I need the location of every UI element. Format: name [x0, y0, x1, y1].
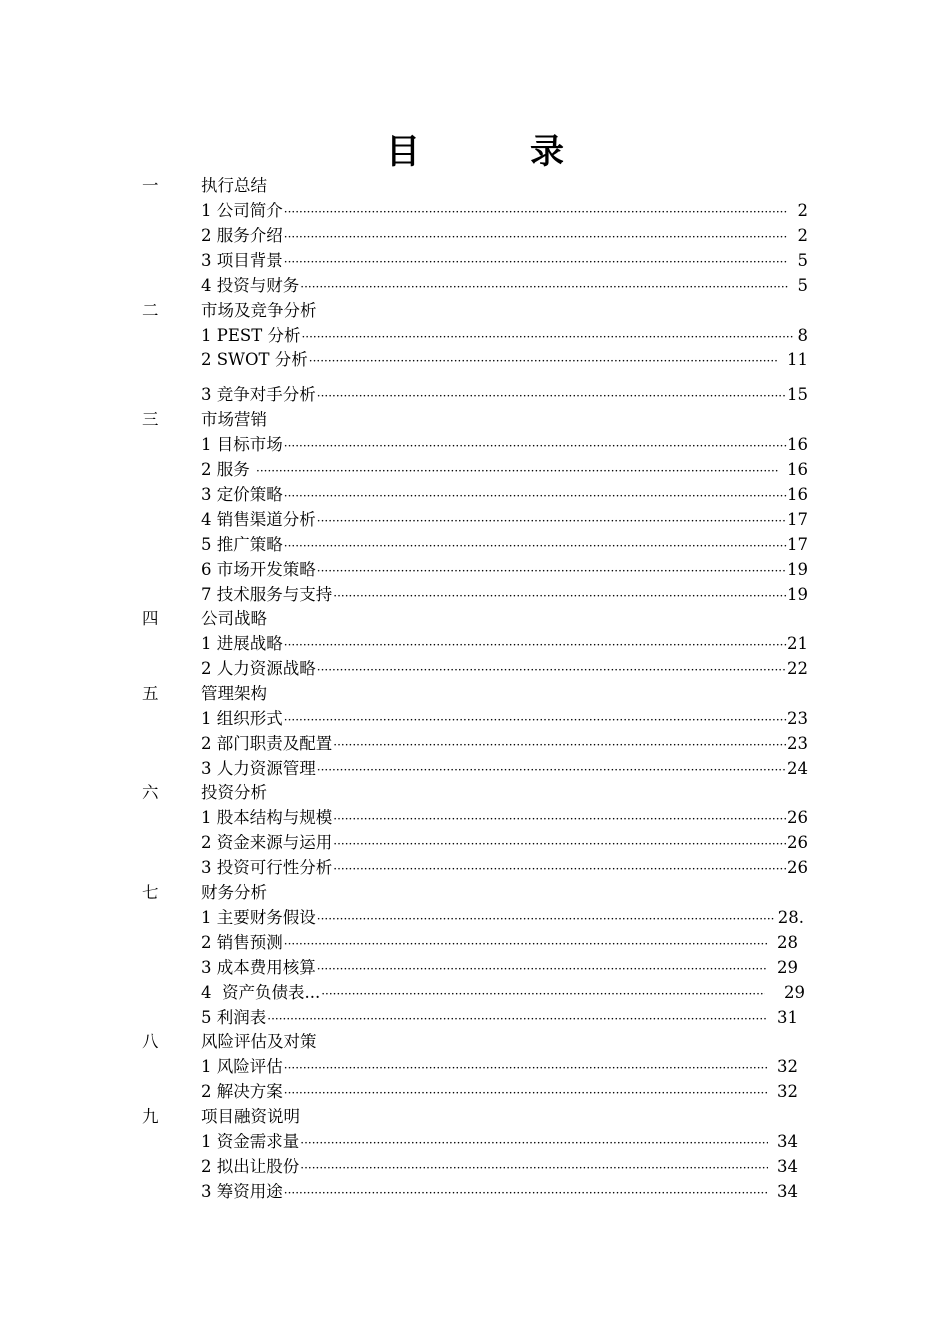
- toc-entry[interactable]: [201, 324, 808, 348]
- toc-section-heading: [0, 408, 950, 432]
- toc-section-heading: [0, 174, 950, 198]
- entry-label: 1 目标市场: [201, 435, 283, 454]
- entry-label: 4 资产负债表...: [201, 983, 321, 1002]
- entry-label: 2 解决方案: [201, 1082, 283, 1101]
- section-number: 四: [142, 609, 159, 628]
- dot-leader: [283, 708, 787, 732]
- entry-page-number: 28.: [777, 908, 804, 927]
- entry-label: 4 投资与财务: [201, 276, 300, 295]
- dot-leader: [316, 559, 787, 583]
- entry-page-number: 29: [777, 958, 798, 977]
- toc-section-heading: [0, 881, 950, 905]
- entry-page-number: 29: [784, 983, 805, 1002]
- entry-label: 1 股本结构与规模: [201, 808, 333, 827]
- entry-page-number: 8: [797, 326, 808, 345]
- dot-leader: [316, 907, 774, 931]
- entry-label: 1 主要财务假设: [201, 908, 316, 927]
- section-title: 市场及竞争分析: [201, 301, 317, 320]
- toc-section-heading: [0, 299, 950, 323]
- entry-page-number: 26: [787, 858, 808, 877]
- entry-page-number: 16: [787, 435, 808, 454]
- entry-page-number: 31: [777, 1008, 798, 1027]
- entry-label: 1 公司简介: [201, 201, 283, 220]
- dot-leader: [283, 200, 788, 224]
- entry-label: 5 利润表: [201, 1008, 267, 1027]
- entry-page-number: 17: [787, 510, 808, 529]
- toc-entry[interactable]: [201, 1080, 798, 1104]
- entry-label: 1 资金需求量: [201, 1132, 300, 1151]
- dot-leader: [283, 225, 788, 249]
- section-title: 管理架构: [201, 684, 267, 703]
- dot-leader: [316, 509, 787, 533]
- entry-page-number: 28: [777, 933, 798, 952]
- entry-label: 2 服务: [201, 460, 255, 479]
- entry-label: 2 销售预测: [201, 933, 283, 952]
- dot-leader: [283, 484, 787, 508]
- dot-leader: [299, 275, 788, 299]
- dot-leader: [316, 758, 787, 782]
- toc-entry[interactable]: [201, 199, 808, 223]
- toc-entry[interactable]: [201, 483, 808, 507]
- section-title: 风险评估及对策: [201, 1032, 317, 1051]
- toc-entry[interactable]: [201, 224, 808, 248]
- toc-entry[interactable]: [201, 831, 808, 855]
- toc-section-heading: [0, 607, 950, 631]
- entry-page-number: 21: [787, 634, 808, 653]
- toc-entry[interactable]: [201, 558, 808, 582]
- dot-leader: [316, 658, 787, 682]
- section-number: 二: [142, 301, 159, 320]
- entry-page-number: 22: [787, 659, 808, 678]
- toc-entry[interactable]: [201, 956, 798, 980]
- entry-page-number: 11: [787, 350, 808, 369]
- section-title: 执行总结: [201, 176, 267, 195]
- toc-entry[interactable]: [201, 732, 808, 756]
- entry-page-number: 34: [777, 1157, 798, 1176]
- dot-leader: [308, 349, 778, 373]
- dot-leader: [332, 832, 787, 856]
- entry-page-number: 5: [797, 276, 808, 295]
- entry-label: 3 定价策略: [201, 485, 283, 504]
- dot-leader: [283, 534, 787, 558]
- dot-leader: [283, 250, 788, 274]
- toc-entry[interactable]: [201, 981, 805, 1005]
- dot-leader: [316, 384, 787, 408]
- section-title: 市场营销: [201, 410, 267, 429]
- entry-label: 5 推广策略: [201, 535, 283, 554]
- entry-label: 3 筹资用途: [201, 1182, 283, 1201]
- toc-entry[interactable]: [201, 348, 808, 372]
- toc-entry[interactable]: [201, 433, 808, 457]
- toc-entry[interactable]: [201, 583, 808, 607]
- entry-page-number: 2: [797, 201, 808, 220]
- entry-page-number: 2: [797, 226, 808, 245]
- section-number: 三: [142, 410, 159, 429]
- entry-label: 4 销售渠道分析: [201, 510, 316, 529]
- entry-page-number: 16: [787, 460, 808, 479]
- toc-section-heading: [0, 1105, 950, 1129]
- entry-label: 3 投资可行性分析: [201, 858, 333, 877]
- entry-label: 1 组织形式: [201, 709, 283, 728]
- entry-page-number: 26: [787, 833, 808, 852]
- entry-label: 2 部门职责及配置: [201, 734, 333, 753]
- section-number: 七: [142, 883, 159, 902]
- entry-page-number: 32: [777, 1057, 798, 1076]
- entry-page-number: 19: [787, 560, 808, 579]
- toc-entry[interactable]: [201, 931, 798, 955]
- entry-label: 3 项目背景: [201, 251, 283, 270]
- entry-page-number: 16: [787, 485, 808, 504]
- toc-section-heading: [0, 781, 950, 805]
- dot-leader: [299, 1131, 768, 1155]
- toc-entry[interactable]: [201, 1130, 798, 1154]
- dot-leader: [283, 633, 787, 657]
- dot-leader: [332, 857, 787, 881]
- section-title: 项目融资说明: [201, 1107, 300, 1126]
- dot-leader: [332, 733, 787, 757]
- section-number: 一: [142, 176, 159, 195]
- entry-page-number: 17: [787, 535, 808, 554]
- entry-page-number: 34: [777, 1182, 798, 1201]
- toc-entry[interactable]: [201, 632, 808, 656]
- toc-entry[interactable]: [201, 1006, 798, 1030]
- toc-entry[interactable]: [201, 757, 808, 781]
- section-title: 公司战略: [201, 609, 267, 628]
- entry-page-number: 26: [787, 808, 808, 827]
- entry-label: 3 竞争对手分析: [201, 385, 316, 404]
- toc-entry[interactable]: [201, 383, 808, 407]
- section-title: 财务分析: [201, 883, 267, 902]
- title-char: 目: [386, 132, 420, 172]
- entry-label: 3 人力资源管理: [201, 759, 316, 778]
- entry-label: 1 风险评估: [201, 1057, 283, 1076]
- entry-page-number: 32: [777, 1082, 798, 1101]
- dot-leader: [283, 434, 787, 458]
- dot-leader: [299, 1156, 768, 1180]
- dot-leader: [320, 982, 765, 1006]
- page-title: [0, 124, 950, 173]
- entry-label: 6 市场开发策略: [201, 560, 316, 579]
- entry-label: 2 SWOT 分析: [201, 350, 308, 369]
- section-title: 投资分析: [201, 783, 267, 802]
- entry-page-number: 5: [797, 251, 808, 270]
- dot-leader: [332, 807, 787, 831]
- entry-label: 2 资金来源与运用: [201, 833, 333, 852]
- toc-entry[interactable]: [201, 657, 808, 681]
- toc-entry[interactable]: [201, 249, 808, 273]
- section-number: 八: [142, 1032, 159, 1051]
- entry-page-number: 23: [787, 734, 808, 753]
- toc-section-heading: [0, 1030, 950, 1054]
- dot-leader: [332, 584, 787, 608]
- entry-label: 1 进展战略: [201, 634, 283, 653]
- entry-label: 2 拟出让股份: [201, 1157, 300, 1176]
- toc-entry[interactable]: [201, 1155, 798, 1179]
- dot-leader: [300, 325, 794, 349]
- toc-entry[interactable]: [201, 906, 804, 930]
- toc-entry[interactable]: [201, 1180, 798, 1204]
- entry-page-number: 19: [787, 585, 808, 604]
- toc-entry[interactable]: [201, 1055, 798, 1079]
- entry-label: 3 成本费用核算: [201, 958, 316, 977]
- dot-leader: [283, 1181, 768, 1205]
- entry-label: 2 人力资源战略: [201, 659, 316, 678]
- dot-leader: [316, 957, 768, 981]
- dot-leader: [266, 1007, 768, 1031]
- entry-label: 1 PEST 分析: [201, 326, 301, 345]
- dot-leader: [283, 1081, 768, 1105]
- entry-page-number: 23: [787, 709, 808, 728]
- entry-page-number: 15: [787, 385, 808, 404]
- section-number: 六: [142, 783, 159, 802]
- toc-entry[interactable]: [201, 274, 808, 298]
- toc-entry[interactable]: [201, 533, 808, 557]
- toc-entry[interactable]: [201, 707, 808, 731]
- section-number: 五: [142, 684, 159, 703]
- entry-label: 2 服务介绍: [201, 226, 283, 245]
- toc-entry[interactable]: [201, 806, 808, 830]
- dot-leader: [283, 1056, 768, 1080]
- entry-label: 7 技术服务与支持: [201, 585, 333, 604]
- entry-page-number: 24: [787, 759, 808, 778]
- toc-entry[interactable]: [201, 508, 808, 532]
- toc-entry[interactable]: [201, 458, 808, 482]
- dot-leader: [283, 932, 768, 956]
- toc-entry[interactable]: [201, 856, 808, 880]
- section-number: 九: [142, 1107, 159, 1126]
- dot-leader: [255, 459, 778, 483]
- toc-section-heading: [0, 682, 950, 706]
- entry-page-number: 34: [777, 1132, 798, 1151]
- title-char: 录: [530, 132, 564, 172]
